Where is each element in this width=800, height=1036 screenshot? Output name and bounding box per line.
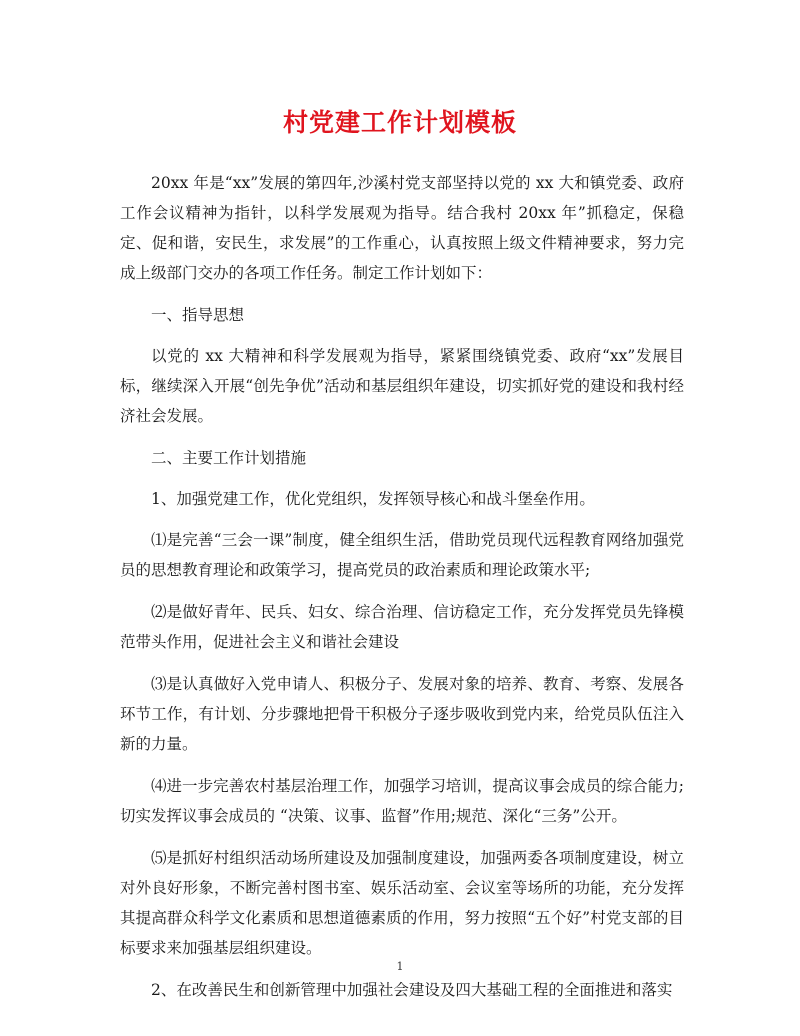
subsection-heading-party-building: 1、加强党建工作，优化党组织，发挥领导核心和战斗堡垒作用。 — [151, 490, 595, 508]
page-number: 1 — [396, 960, 404, 973]
list-item-4: ⑷进一步完善农村基层治理工作，加强学习培训，提高议事会成员的综合能力;切实发挥议事会成员的 “决策、议事、监督”作用;规范、深化“三务”公开。 — [120, 777, 684, 825]
list-item-3: ⑶是认真做好入党申请人、积极分子、发展对象的培养、教育、考察、发展各环节工作，有计划、分步骤地把骨干积极分子逐步吸收到党内来，给党员队伍注入新的力量。 — [120, 675, 684, 753]
list-item-2: ⑵是做好青年、民兵、妇女、综合治理、信访稳定工作，充分发挥党员先锋模范带头作用，促进社会主义和谐社会建设 — [120, 603, 684, 651]
section-heading-guiding-ideology: 一、指导思想 — [151, 306, 245, 324]
document-title: 村党建工作计划模板 — [282, 108, 517, 137]
subsection-heading-social-construction: 2、在改善民生和创新管理中加强社会建设及四大基础工程的全面推进和落实 — [151, 981, 673, 999]
section-heading-main-measures: 二、主要工作计划措施 — [151, 449, 307, 467]
paragraph-guiding-ideology: 以党的 xx 大精神和科学发展观为指导，紧紧围绕镇党委、政府“xx”发展目标，继续深入开展“创先争优”活动和基层组织年建设，切实抓好党的建设和我村经济社会发展。 — [120, 347, 684, 425]
list-item-5: ⑸是抓好村组织活动场所建设及加强制度建设，加强两委各项制度建设，树立对外良好形象，不断完善村图书室、娱乐活动室、会议室等场所的功能，充分发挥其提高群众科学文化素质和思想道德素质的作用，努力按照“五个好”村党支部的目标要求来加强基层组织建设。 — [120, 849, 684, 957]
paragraph-intro: 20xx 年是“xx”发展的第四年,沙溪村党支部坚持以党的 xx 大和镇党委、政府工作会议精神为指针，以科学发展观为指导。结合我村 20xx 年”抓稳定，保稳定、促和谐，安民生，求发展”的工作重心，认真按照上级文件精神要求，努力完成上级部门交办的各项工作任务。制定工作计划如下： — [120, 174, 684, 282]
list-item-1: ⑴是完善“三会一课”制度，健全组织生活，借助党员现代远程教育网络加强党员的思想教育理论和政策学习，提高党员的政治素质和理论政策水平; — [120, 531, 684, 579]
document-body — [120, 168, 684, 1017]
